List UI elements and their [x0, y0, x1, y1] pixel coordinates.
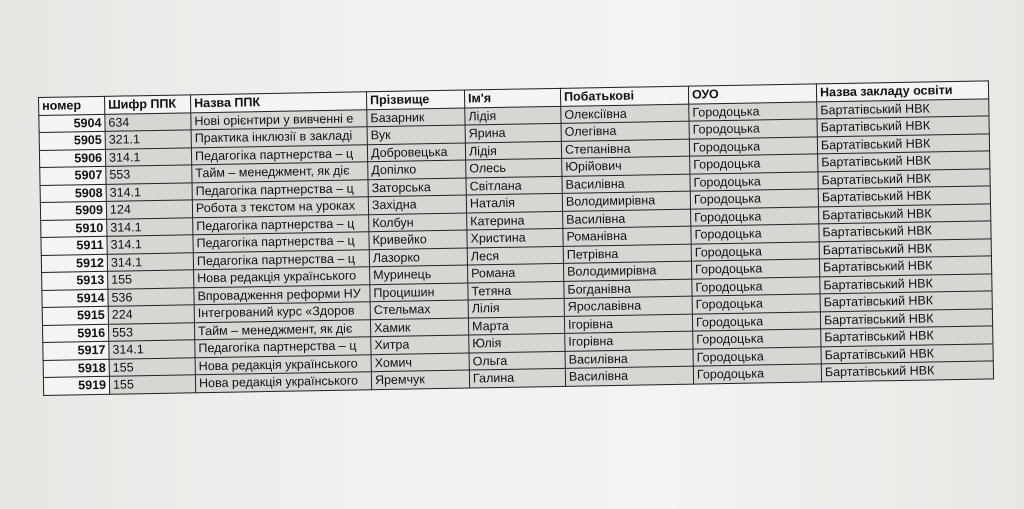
cell-first-name: Юлія — [469, 333, 565, 352]
participants-table — [38, 80, 994, 395]
cell-ouo: Городоцька — [691, 206, 819, 226]
cell-first-name: Лідія — [465, 141, 561, 160]
cell-ouo: Городоцька — [692, 276, 820, 296]
cell-ppk-code: 314.1 — [109, 340, 195, 359]
cell-number: 5908 — [40, 184, 106, 203]
cell-institution: Бартатівський НВК — [817, 133, 989, 153]
cell-ouo: Городоцька — [693, 364, 821, 384]
cell-institution: Бартатівський НВК — [817, 98, 989, 118]
cell-number: 5905 — [39, 131, 105, 150]
cell-patronymic: Ігорівна — [565, 331, 693, 351]
cell-ouo: Городоцька — [689, 101, 817, 121]
cell-patronymic: Олегівна — [561, 121, 689, 141]
cell-number: 5914 — [42, 289, 108, 308]
cell-institution: Бартатівський НВК — [819, 203, 991, 223]
cell-patronymic: Василівна — [565, 366, 693, 386]
cell-ppk-code: 553 — [108, 322, 194, 341]
cell-ppk-code: 314.1 — [107, 235, 193, 254]
cell-ouo: Городоцька — [691, 224, 819, 244]
cell-institution: Бартатівський НВК — [819, 256, 991, 276]
cell-institution: Бартатівський НВК — [821, 343, 993, 363]
cell-ppk-name: Тайм – менеджмент, як діє — [192, 162, 368, 183]
cell-institution: Бартатівський НВК — [821, 361, 993, 381]
cell-surname: Лазорко — [369, 248, 467, 267]
cell-ppk-code: 314.1 — [107, 252, 193, 271]
cell-number: 5907 — [40, 166, 106, 185]
cell-ppk-code: 155 — [108, 270, 194, 289]
cell-patronymic: Ігорівна — [564, 314, 692, 334]
cell-first-name: Марта — [468, 316, 564, 335]
cell-number: 5913 — [42, 271, 108, 290]
cell-surname: Стельмах — [370, 300, 468, 319]
cell-number: 5917 — [43, 341, 109, 360]
header-patronymic: Побатькові — [560, 86, 688, 106]
cell-institution: Бартатівський НВК — [817, 116, 989, 136]
cell-institution: Бартатівський НВК — [819, 221, 991, 241]
cell-number: 5919 — [43, 376, 109, 395]
cell-first-name: Катерина — [467, 211, 563, 230]
cell-institution: Бартатівський НВК — [820, 291, 992, 311]
header-surname: Прізвище — [366, 90, 464, 109]
cell-ouo: Городоцька — [691, 259, 819, 279]
cell-ppk-code: 314.1 — [107, 217, 193, 236]
cell-first-name: Христина — [467, 228, 563, 247]
header-ouo: ОУО — [688, 84, 816, 104]
cell-patronymic: Ярославівна — [564, 296, 692, 316]
cell-number: 5911 — [41, 236, 107, 255]
cell-surname: Колбун — [369, 213, 467, 232]
cell-ouo: Городоцька — [689, 136, 817, 156]
cell-ppk-name: Педагогіка партнерства – ц — [193, 249, 369, 270]
header-institution: Назва закладу освіти — [816, 81, 988, 101]
cell-ppk-name: Педагогіка партнерства – ц — [195, 337, 371, 358]
cell-patronymic: Романівна — [563, 226, 691, 246]
cell-first-name: Лілія — [468, 298, 564, 317]
cell-patronymic: Василівна — [563, 209, 691, 229]
cell-first-name: Тетяна — [468, 281, 564, 300]
cell-institution: Бартатівський НВК — [821, 326, 993, 346]
cell-patronymic: Степанівна — [561, 139, 689, 159]
cell-patronymic: Володимирівна — [562, 191, 690, 211]
cell-surname: Яремчук — [371, 370, 469, 389]
cell-first-name: Ярина — [465, 123, 561, 142]
cell-ppk-name: Нові орієнтири у вивченні е — [191, 109, 367, 130]
header-number: номер — [39, 96, 105, 115]
cell-patronymic: Богданівна — [564, 279, 692, 299]
cell-ouo: Городоцька — [689, 119, 817, 139]
cell-ouo: Городоцька — [692, 311, 820, 331]
cell-institution: Бартатівський НВК — [820, 308, 992, 328]
cell-patronymic: Володимирівна — [563, 261, 691, 281]
cell-ppk-code: 314.1 — [105, 147, 191, 166]
cell-institution: Бартатівський НВК — [818, 186, 990, 206]
cell-surname: Муринець — [370, 265, 468, 284]
cell-ouo: Городоцька — [690, 189, 818, 209]
cell-first-name: Олесь — [466, 158, 562, 177]
cell-surname: Хомич — [371, 353, 469, 372]
cell-ouo: Городоцька — [690, 154, 818, 174]
cell-number: 5904 — [39, 114, 105, 133]
cell-ppk-code: 321.1 — [105, 130, 191, 149]
cell-surname: Хамик — [370, 318, 468, 337]
cell-ppk-name: Впровадження реформи НУ — [194, 284, 370, 305]
cell-patronymic: Василівна — [562, 174, 690, 194]
cell-surname: Допілко — [368, 160, 466, 179]
cell-ouo: Городоцька — [691, 241, 819, 261]
cell-ppk-name: Тайм – менеджмент, як діє — [194, 319, 370, 340]
cell-ppk-code: 536 — [108, 287, 194, 306]
table-body — [39, 98, 994, 395]
cell-number: 5918 — [43, 359, 109, 378]
cell-number: 5916 — [42, 324, 108, 343]
cell-first-name: Наталія — [466, 193, 562, 212]
cell-ouo: Городоцька — [693, 329, 821, 349]
cell-ppk-name: Педагогіка партнерства – ц — [193, 214, 369, 235]
cell-first-name: Ольга — [469, 351, 565, 370]
cell-surname: Кривейко — [369, 230, 467, 249]
cell-surname: Базарник — [367, 108, 465, 127]
cell-patronymic: Олексіївна — [561, 104, 689, 124]
cell-ppk-code: 155 — [109, 375, 195, 394]
cell-surname: Вук — [367, 125, 465, 144]
cell-ppk-name: Педагогіка партнерства – ц — [192, 179, 368, 200]
cell-ouo: Городоцька — [693, 346, 821, 366]
cell-ppk-name: Нова редакція українського — [194, 267, 370, 288]
cell-ouo: Городоцька — [692, 294, 820, 314]
cell-surname: Західна — [368, 195, 466, 214]
cell-ppk-name: Нова редакція українського — [195, 354, 371, 375]
cell-ppk-name: Інтегрований курс «Здоров — [194, 302, 370, 323]
cell-institution: Бартатівський НВК — [818, 151, 990, 171]
cell-surname: Хитра — [371, 335, 469, 354]
cell-surname: Процишин — [370, 283, 468, 302]
cell-number: 5915 — [42, 306, 108, 325]
cell-patronymic: Василівна — [565, 349, 693, 369]
cell-institution: Бартатівський НВК — [819, 238, 991, 258]
cell-ppk-name: Практика інклюзії в закладі — [191, 127, 367, 148]
cell-ppk-code: 553 — [106, 165, 192, 184]
cell-number: 5909 — [40, 201, 106, 220]
cell-surname: Заторська — [368, 178, 466, 197]
cell-institution: Бартатівський НВК — [820, 273, 992, 293]
cell-ppk-name: Педагогіка партнерства – ц — [191, 144, 367, 165]
cell-first-name: Романа — [467, 263, 563, 282]
cell-ppk-name: Педагогіка партнерства – ц — [193, 232, 369, 253]
cell-ppk-code: 634 — [105, 112, 191, 131]
cell-first-name: Галина — [469, 368, 565, 387]
cell-surname: Добровецька — [367, 143, 465, 162]
cell-ppk-code: 124 — [106, 200, 192, 219]
cell-number: 5906 — [39, 149, 105, 168]
cell-patronymic: Юрійович — [562, 156, 690, 176]
cell-number: 5912 — [41, 254, 107, 273]
cell-ppk-name: Нова редакція українського — [195, 372, 371, 393]
cell-ppk-name: Робота з текстом на уроках — [192, 197, 368, 218]
header-ppk-name: Назва ППК — [190, 92, 366, 113]
cell-first-name: Леся — [467, 246, 563, 265]
cell-first-name: Лідія — [465, 106, 561, 125]
cell-number: 5910 — [41, 219, 107, 238]
cell-patronymic: Петрівна — [563, 244, 691, 264]
cell-ppk-code: 314.1 — [106, 182, 192, 201]
header-first-name: Ім'я — [464, 88, 560, 107]
cell-ppk-code: 155 — [109, 357, 195, 376]
cell-first-name: Світлана — [466, 176, 562, 195]
table-container — [38, 80, 1003, 395]
header-ppk-code: Шифр ППК — [104, 95, 190, 114]
cell-ppk-code: 224 — [108, 305, 194, 324]
cell-ouo: Городоцька — [690, 171, 818, 191]
cell-institution: Бартатівський НВК — [818, 168, 990, 188]
